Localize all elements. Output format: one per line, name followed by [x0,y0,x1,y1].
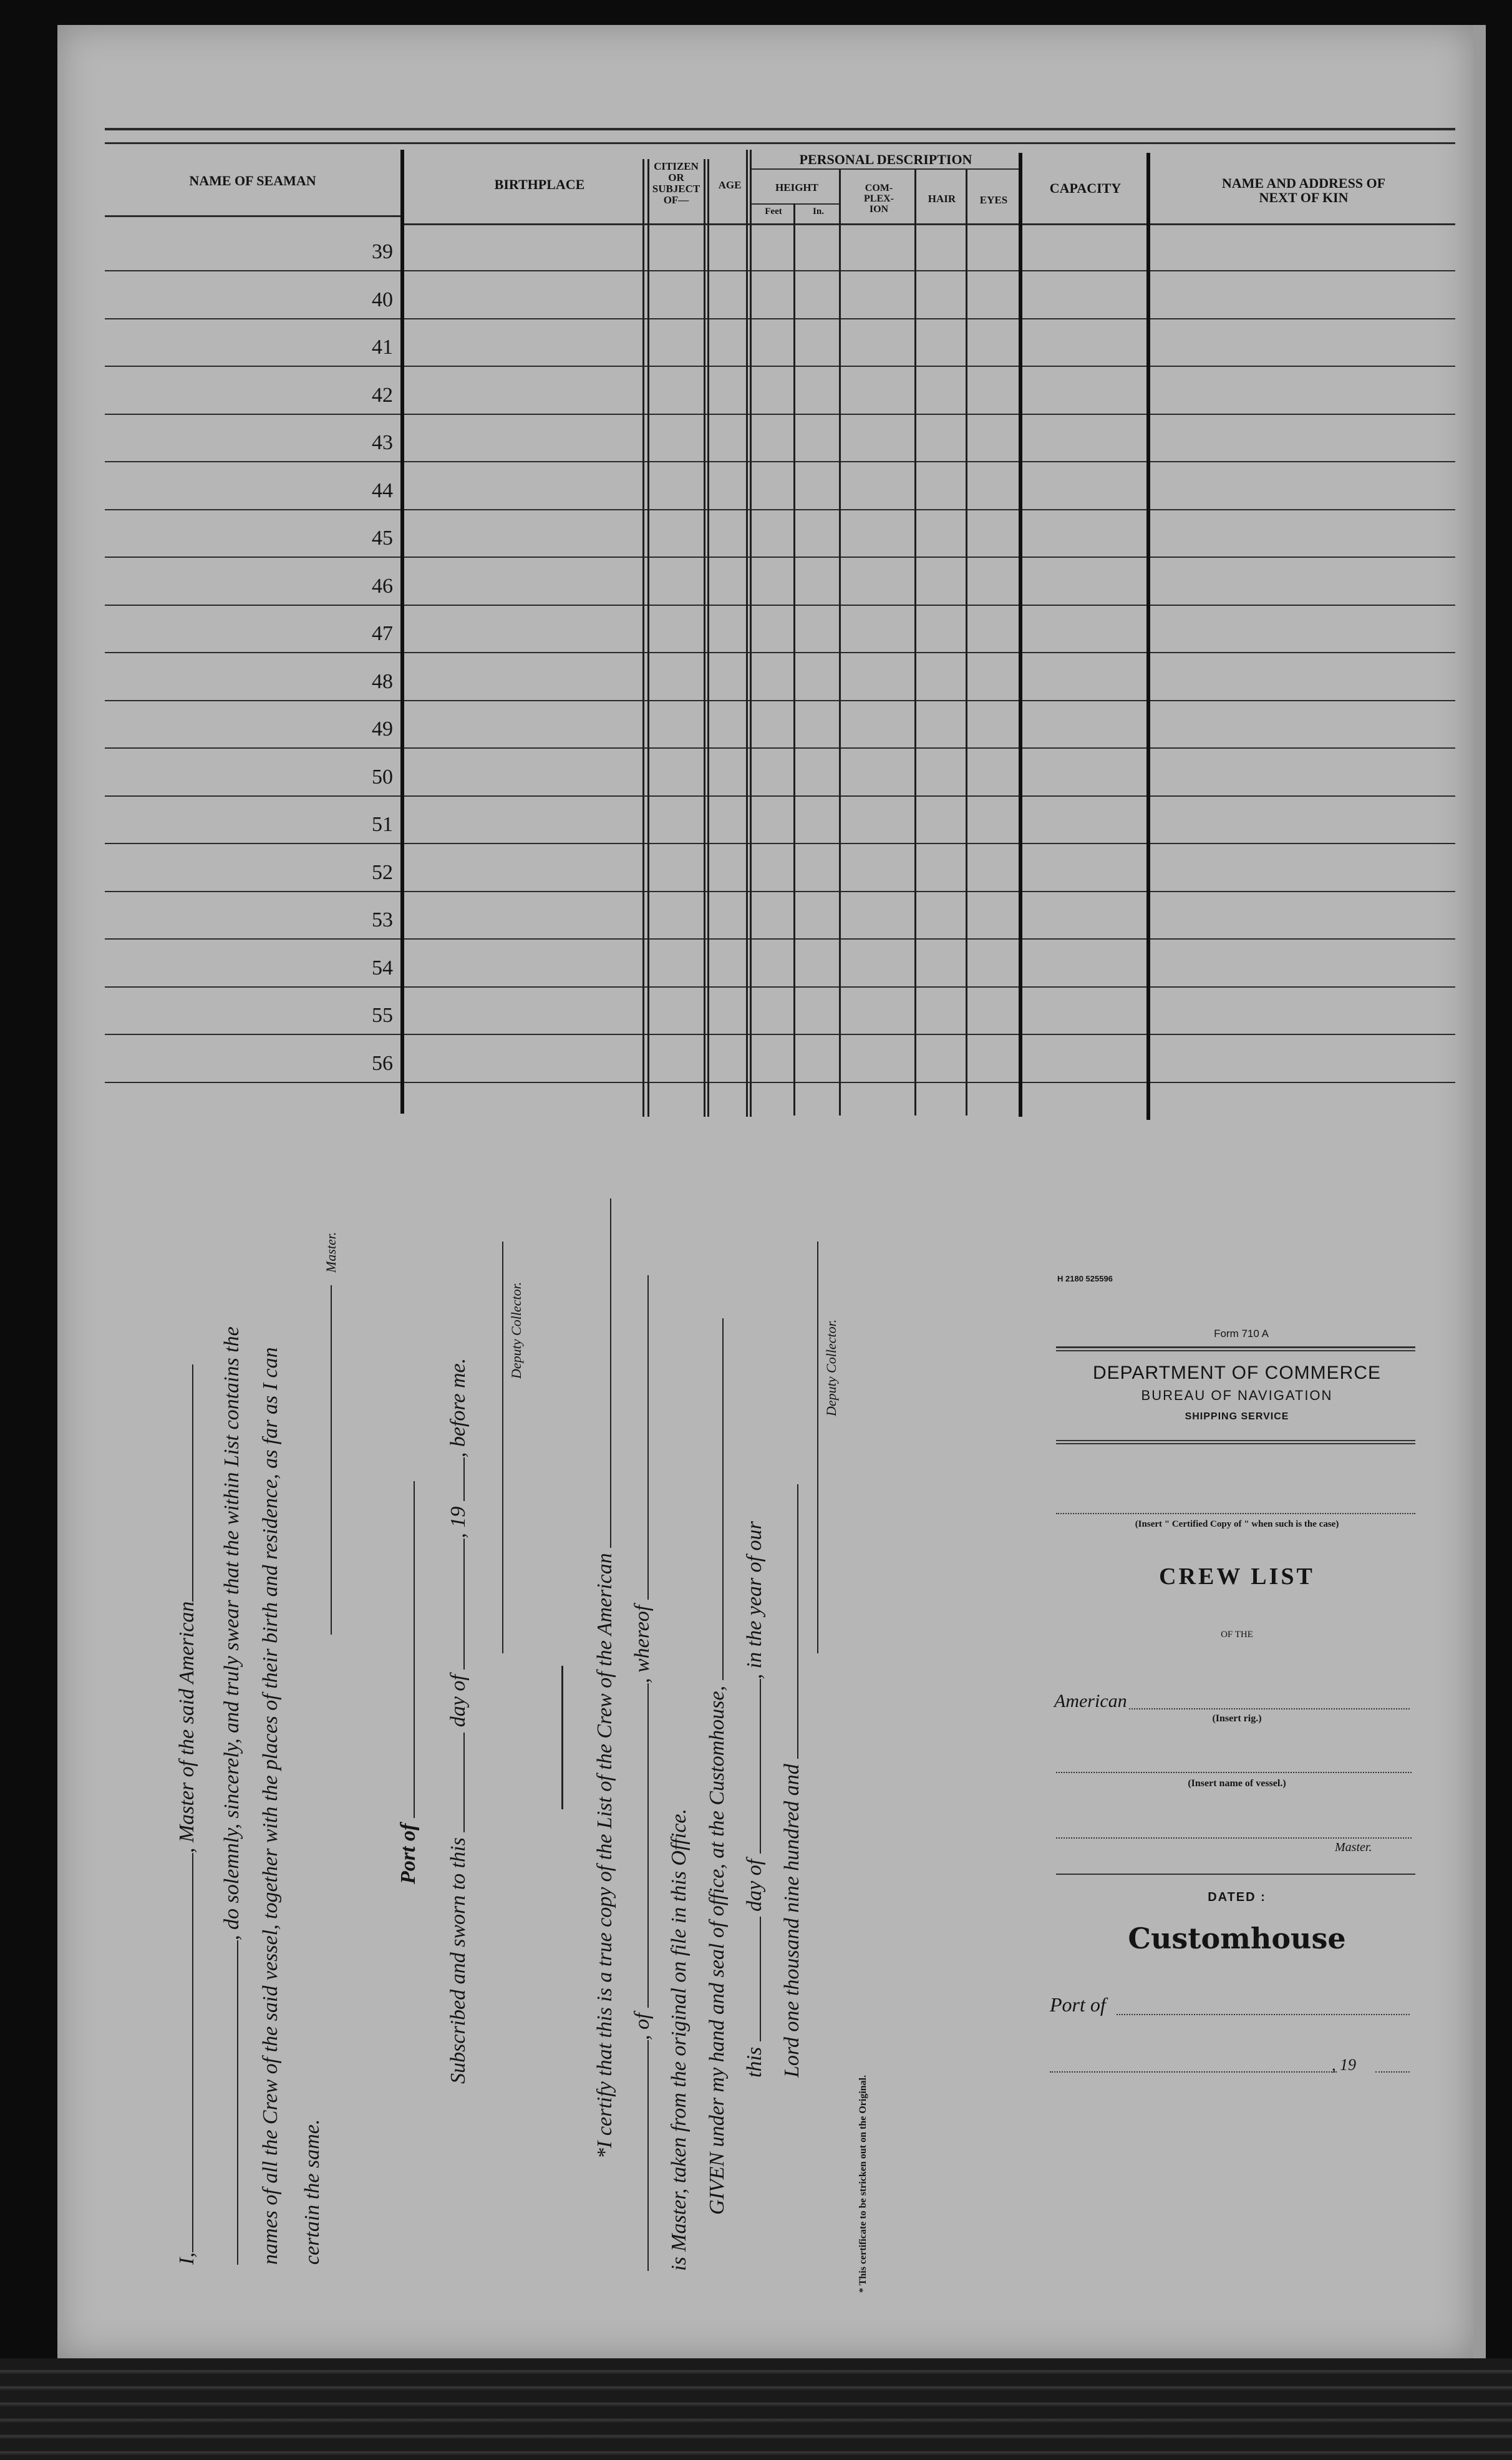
header-age: AGE [718,179,742,191]
insert-vessel-note: (Insert name of vessel.) [1188,1778,1286,1789]
row-rule [105,652,1455,653]
form-rule [1056,1874,1415,1875]
master-caption: Master. [323,1232,339,1273]
certify-line: *I certify that this is a true copy of the List of the Crew of the American [593,1198,617,2159]
col-divider [750,150,752,1117]
row-rule [105,747,1455,749]
form-rule [1056,1443,1415,1444]
row-rule [105,414,1455,415]
row-rule [105,986,1455,988]
master-signature-line[interactable] [331,1285,332,1635]
deputy-collector-caption: Deputy Collector. [508,1281,524,1379]
header-eyes: EYES [979,194,1008,206]
row-rule [105,270,1455,271]
header-next-of-kin: NAME AND ADDRESS OF NEXT OF KIN [1221,175,1386,206]
given-line: GIVEN under my hand and seal of office, at the Customhouse, [705,1318,729,2215]
row-number: 47 [372,622,393,645]
header-complexion: COM- PLEX- ION [864,183,894,215]
row-number: 56 [372,1051,393,1075]
subscribed-line: Subscribed and sworn to this day of , 19 , before me. [447,1358,470,2084]
insert-certified-note: (Insert " Certified Copy of " when such is the case) [1135,1519,1339,1529]
oath-certificate [162,1154,942,2308]
page-edge [1473,25,1486,2371]
row-number: 48 [372,669,393,693]
height-sub-rule [750,203,841,205]
given-month-blank[interactable] [742,1679,761,1854]
col-divider [704,159,705,1117]
of-the: OF THE [1221,1630,1253,1640]
deputy-collector-caption-2: Deputy Collector. [823,1319,839,1416]
header-feet: Feet [765,207,782,216]
row-number: 49 [372,717,393,741]
oath-line-3: names of all the Crew of the said vessel, together with the places of their birth and residence, as far as I can [259,1347,282,2265]
dated-label: DATED : [1208,1890,1266,1904]
row-rule [105,795,1455,797]
master-name-blank[interactable] [175,1853,193,2252]
col-divider [400,150,404,1114]
form-rule [1056,1346,1415,1348]
certify-vessel-blank[interactable] [593,1198,611,1548]
insert-rig-note: (Insert rig.) [1212,1713,1262,1724]
port-blank[interactable] [396,1481,415,1818]
row-rule [105,891,1455,892]
form-rule [1056,1350,1415,1351]
year-blank[interactable] [446,1457,465,1501]
row-rule [105,938,1455,940]
header-bottom-rule [105,215,404,217]
row-number: 40 [372,288,393,311]
form-rule [1056,1440,1415,1441]
certify-port-blank[interactable] [630,1683,649,2008]
port-of-label: Port of [1050,1993,1106,2016]
row-number: 53 [372,908,393,931]
form-number: Form 710 A [1214,1328,1269,1339]
certify-is-master-line: is Master, taken from the original on file in this Office. [667,1808,691,2271]
oath-line-1: I,, Master of the said American [175,1364,199,2265]
table-top-rule [105,142,1455,144]
table-top-rule [105,128,1455,130]
header-personal-description: PERSONAL DESCRIPTION [799,152,972,167]
department: DEPARTMENT OF COMMERCE [1092,1363,1382,1383]
given-year-blank[interactable] [780,1484,798,1759]
oath-line-2: , do solemnly, sincerely, and truly swear that the within List contains the [220,1326,244,2265]
row-rule [105,557,1455,558]
scanner-bottom-band [0,2358,1512,2460]
header-height: HEIGHT [775,182,818,193]
header-capacity: CAPACITY [1049,180,1122,196]
row-rule [105,1082,1455,1083]
header-name-of-seaman: NAME OF SEAMAN [189,173,316,188]
row-number: 46 [372,574,393,598]
american-label: American [1054,1691,1127,1711]
month-blank[interactable] [446,1539,465,1670]
service: SHIPPING SERVICE [1185,1411,1289,1422]
given-this-line: this day of , in the year of our [743,1521,766,2078]
vessel-blank[interactable] [175,1364,193,1602]
certify-name-blank[interactable] [630,2040,649,2271]
row-number: 55 [372,1004,393,1027]
master-blank-form[interactable] [1056,1837,1412,1839]
port-blank-form[interactable] [1117,2014,1410,2015]
given-lord-line: Lord one thousand nine hundred and [780,1484,804,2078]
crew-list-title: CREW LIST [1159,1563,1315,1590]
vessel-name-blank-form[interactable] [1056,1772,1412,1773]
oath-line-4: certain the same. [301,2119,324,2265]
master-label: Master. [1335,1840,1372,1854]
col-divider [966,170,967,1116]
date-blank-form[interactable] [1050,2071,1337,2073]
row-number: 50 [372,765,393,789]
row-rule [105,843,1455,844]
day-blank[interactable] [446,1733,465,1832]
certify-master-blank[interactable] [630,1275,649,1600]
col-divider [707,159,709,1117]
certify-of-line: , of , whereof [630,1275,654,2271]
row-number: 52 [372,860,393,884]
given-day-blank[interactable] [742,1917,761,2041]
bureau: BUREAU OF NAVIGATION [1141,1388,1333,1403]
col-divider [914,170,916,1116]
col-divider [1019,153,1022,1117]
row-rule [105,605,1455,606]
row-number: 44 [372,479,393,502]
deputy-signature-line[interactable] [502,1242,503,1653]
rig-blank[interactable] [1129,1708,1410,1709]
col-divider [793,203,795,1116]
customhouse-blank[interactable] [705,1318,724,1680]
col-divider [839,170,841,1116]
personal-desc-rule [750,168,1020,170]
row-number: 39 [372,240,393,263]
header-hair: HAIR [928,193,956,205]
deputy-signature-line-2[interactable] [817,1242,818,1653]
vessel-name-blank[interactable] [220,1940,238,2265]
header-citizen: CITIZEN OR SUBJECT OF— [652,160,700,206]
header-birthplace: BIRTHPLACE [494,177,585,192]
row-rule [105,509,1455,510]
row-number: 43 [372,431,393,454]
col-divider [746,150,748,1117]
row-number: 42 [372,383,393,407]
row-number: 54 [372,956,393,980]
divider-rule [561,1666,563,1809]
row-number: 41 [372,336,393,359]
row-rule [105,318,1455,319]
header-bottom-rule [404,223,1455,225]
row-rule [105,461,1455,462]
certified-copy-blank[interactable] [1056,1513,1415,1514]
footnote: * This certificate to be stricken out on the Original. [858,2075,868,2293]
row-number: 51 [372,813,393,836]
row-rule [105,366,1455,367]
col-divider [1146,153,1150,1120]
col-divider [642,159,644,1117]
col-divider [647,159,649,1117]
year-label: , 19 [1332,2056,1356,2074]
year-blank-form[interactable] [1375,2071,1410,2073]
port-of-line: Port of [396,1481,420,1884]
row-rule [105,700,1455,701]
header-inches: In. [813,207,824,216]
print-code: H 2180 525596 [1057,1274,1113,1283]
row-number: 45 [372,527,393,550]
customhouse-heading: Customhouse [1128,1922,1346,1955]
row-rule [105,1034,1455,1035]
